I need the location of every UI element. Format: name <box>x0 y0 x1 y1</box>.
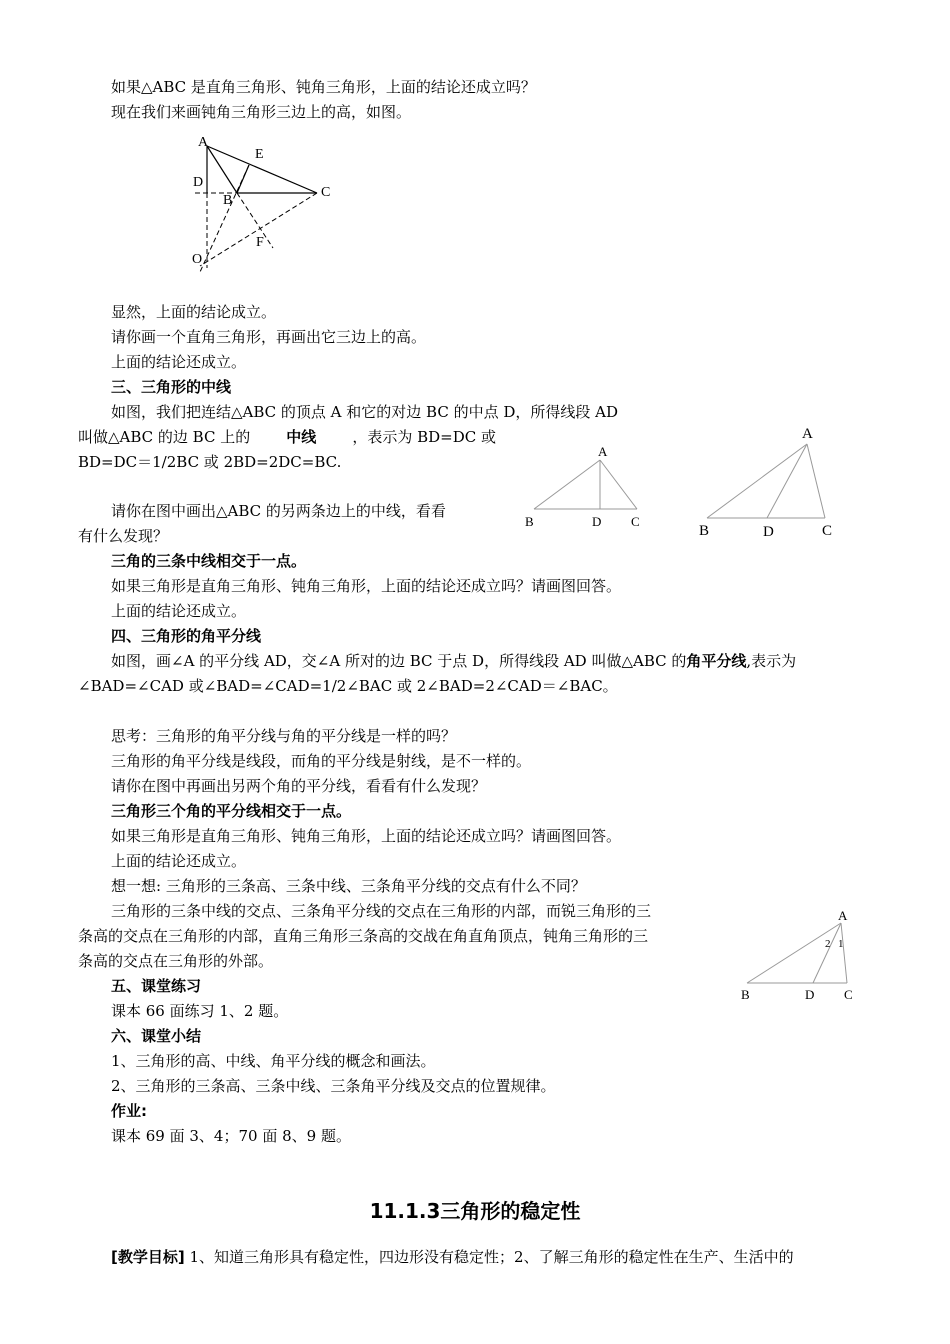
label-c: C <box>321 185 331 200</box>
median-triangle-figure-2 <box>695 422 845 542</box>
label-b: B <box>223 193 233 208</box>
text-fragment: ,表示为 <box>746 652 797 670</box>
text-line: 现在我们来画钝角三角形三边上的高，如图。 <box>111 103 412 121</box>
section-heading: 五、课堂练习 <box>111 977 202 995</box>
label-a: A <box>838 908 848 923</box>
text-line: 请你在图中再画出另两个角的平分线，看看有什么发现？ <box>111 777 487 795</box>
text-fragment: 如图，画∠A 的平分线 AD，交∠A 所对的边 BC 于点 D，所得线段 AD 叫做△ABC 的 <box>111 652 687 670</box>
text-line: 如果三角形是直角三角形、钝角三角形，上面的结论还成立吗？请画图回答。 <box>111 827 622 845</box>
text-line: 如果△ABC 是直角三角形、钝角三角形，上面的结论还成立吗？ <box>111 78 536 96</box>
homework-heading: 作业: <box>111 1102 147 1120</box>
text-line: 2、三角形的三条高、三条中线、三条角平分线及交点的位置规律。 <box>111 1077 556 1095</box>
conclusion-text: 三角的三条中线相交于一点。 <box>111 552 307 570</box>
text-fragment: 叫做△ABC 的边 BC 上的 <box>78 428 251 446</box>
text-line: 上面的结论还成立。 <box>111 602 247 620</box>
section-title: 11.1.3三角形的稳定性 <box>369 1199 581 1223</box>
extension-cf <box>200 193 317 266</box>
text-line: 请你在图中画出△ABC 的另两条边上的中线，看看 <box>111 502 446 520</box>
teaching-goal-line <box>111 1247 794 1267</box>
label-d: D <box>805 987 815 1002</box>
median-triangle-figure-1 <box>522 440 647 535</box>
text-line: 如果三角形是直角三角形、钝角三角形，上面的结论还成立吗？请画图回答。 <box>111 577 622 595</box>
label-c: C <box>631 514 640 529</box>
label-d: D <box>592 514 602 529</box>
text-line: 有什么发现？ <box>78 527 169 545</box>
label-c: C <box>844 987 853 1002</box>
text-line: 课本 66 面练习 1、2 题。 <box>111 1002 289 1020</box>
text-line: ∠BAD=∠CAD 或∠BAD=∠CAD=1/2∠BAC 或 2∠BAD=2∠CAD＝∠BAC。 <box>78 677 618 695</box>
text-line: 如图，我们把连结△ABC 的顶点 A 和它的对边 BC 的中点 D，所得线段 AD <box>111 403 619 421</box>
label-d: D <box>763 524 774 540</box>
text-line <box>78 427 496 447</box>
text-line: 条高的交点在三角形的内部，直角三角形三条高的交战在角直角顶点，钝角三角形的三 <box>78 927 649 945</box>
goal-label: [教学目标] <box>111 1248 185 1266</box>
section-heading: 六、课堂小结 <box>111 1027 202 1045</box>
text-line: 条高的交点在三角形的外部。 <box>78 952 274 970</box>
label-d: D <box>193 175 204 190</box>
text-line: 思考：三角形的角平分线与角的平分线是一样的吗？ <box>111 727 457 745</box>
text-line: BD=DC＝1/2BC 或 2BD=2DC=BC. <box>78 453 342 471</box>
text-line <box>111 651 796 671</box>
obtuse-triangle-altitudes-figure <box>185 130 345 280</box>
label-o: O <box>192 252 203 267</box>
text-fragment: ，表示为 BD=DC 或 <box>352 428 496 446</box>
label-c: C <box>822 523 833 539</box>
text-line: 上面的结论还成立。 <box>111 852 247 870</box>
section-heading: 四、三角形的角平分线 <box>111 627 262 645</box>
label-f: F <box>256 235 264 250</box>
text-line: 三角形的角平分线是线段，而角的平分线是射线，是不一样的。 <box>111 752 532 770</box>
text-line: 请你画一个直角三角形，再画出它三边上的高。 <box>111 328 427 346</box>
label-b: B <box>699 523 710 539</box>
label-a: A <box>802 426 813 442</box>
goal-text: 1、知道三角形具有稳定性，四边形没有稳定性；2、了解三角形的稳定性在生产、生活中的 <box>184 1248 794 1266</box>
label-e: E <box>255 147 264 162</box>
text-line: 三角形的三条中线的交点、三条角平分线的交点在三角形的内部，而锐三角形的三 <box>111 902 652 920</box>
label-angle-2: 2 <box>825 938 831 950</box>
label-a: A <box>198 135 209 150</box>
label-b: B <box>741 987 750 1002</box>
term-angle-bisector: 角平分线 <box>686 652 747 670</box>
term-median: 中线 <box>286 428 317 446</box>
conclusion-text: 三角形三个角的平分线相交于一点。 <box>111 802 352 820</box>
label-a: A <box>598 444 608 459</box>
text-line: 上面的结论还成立。 <box>111 353 247 371</box>
section-heading: 三、三角形的中线 <box>111 378 232 396</box>
text-line: 课本 69 面 3、4；70 面 8、9 题。 <box>111 1127 351 1145</box>
label-angle-1: 1 <box>838 938 844 950</box>
text-line: 1、三角形的高、中线、角平分线的概念和画法。 <box>111 1052 436 1070</box>
angle-bisector-figure <box>735 905 860 1005</box>
text-line: 显然，上面的结论成立。 <box>111 303 277 321</box>
text-line: 想一想: 三角形的三条高、三条中线、三条角平分线的交点有什么不同？ <box>111 877 586 895</box>
label-b: B <box>525 514 534 529</box>
